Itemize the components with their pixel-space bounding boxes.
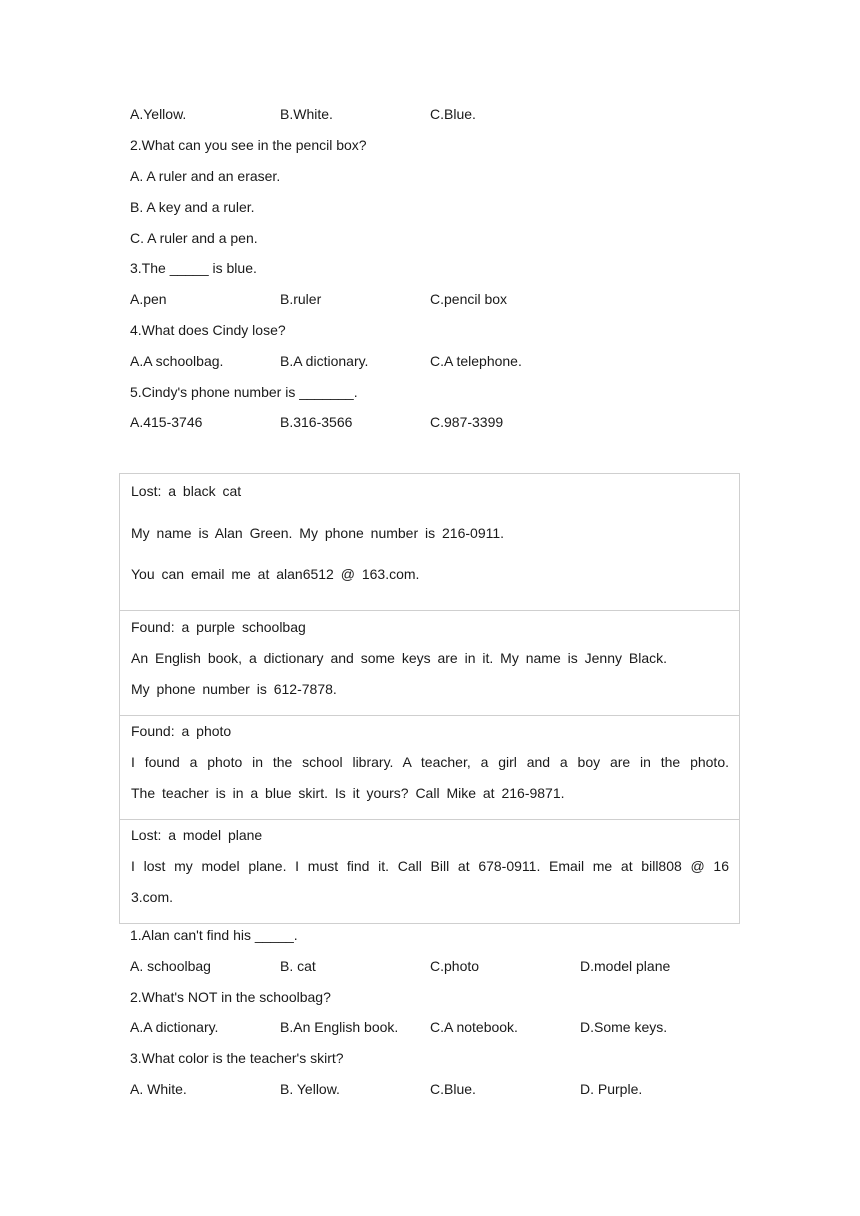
notice-text: An English book, a dictionary and some keys are in it. My name is Jenny Black. [131,650,668,666]
option: A. White. [130,1081,187,1097]
option: A.A schoolbag. [130,353,224,369]
option: C.A telephone. [430,353,522,369]
notice-heading: Found: a photo [131,723,232,739]
option: C.Blue. [430,106,476,122]
option: B.ruler [280,291,322,307]
option: B. cat [280,958,316,974]
notice-text: 3.com. [131,889,174,905]
notice-heading: Found: a purple schoolbag [131,619,306,635]
part2-q3: 3.What color is the teacher's skirt? [130,1050,344,1066]
option: D.model plane [580,958,671,974]
option: A.Yellow. [130,106,187,122]
option: C.photo [430,958,480,974]
option: B.An English book. [280,1019,399,1035]
part1-q5: 5.Cindy's phone number is _______. [130,384,358,400]
option: A.pen [130,291,167,307]
part1-q2-option-b: B. A key and a ruler. [130,199,255,215]
option: C.Blue. [430,1081,476,1097]
part1-q2-option-c: C. A ruler and a pen. [130,230,258,246]
notice-lost-model-plane [119,820,740,924]
option: A. schoolbag [130,958,211,974]
notice-heading: Lost: a black cat [131,483,242,499]
part1-q2-option-a: A. A ruler and an eraser. [130,168,281,184]
notice-text: My phone number is 612-7878. [131,681,337,697]
option: C.pencil box [430,291,508,307]
notice-found-schoolbag [119,611,740,716]
option: B.316-3566 [280,414,353,430]
option: B. Yellow. [280,1081,340,1097]
option: B.White. [280,106,333,122]
part2-q1: 1.Alan can't find his _____. [130,927,298,943]
notice-found-photo [119,716,740,820]
notice-text: I lost my model plane. I must find it. Call Bill at 678-0911. Email me at bill808 @ 16 [131,858,729,874]
notice-text: You can email me at alan6512 @ 163.com. [131,566,420,582]
notice-text: I found a photo in the school library. A teacher, a girl and a boy are in the photo. [131,754,729,770]
notice-text: The teacher is in a blue skirt. Is it yours? Call Mike at 216-9871. [131,785,565,801]
part1-q2: 2.What can you see in the pencil box? [130,137,367,153]
option: D. Purple. [580,1081,643,1097]
option: A.415-3746 [130,414,203,430]
notice-text: My name is Alan Green. My phone number is 216-0911. [131,525,505,541]
part2-q2: 2.What's NOT in the schoolbag? [130,989,331,1005]
notice-lost-cat [119,473,740,611]
option: A.A dictionary. [130,1019,219,1035]
part1-q4: 4.What does Cindy lose? [130,322,286,338]
notice-heading: Lost: a model plane [131,827,263,843]
option: B.A dictionary. [280,353,369,369]
option: C.987-3399 [430,414,504,430]
option: D.Some keys. [580,1019,668,1035]
part1-q3: 3.The _____ is blue. [130,260,257,276]
option: C.A notebook. [430,1019,518,1035]
